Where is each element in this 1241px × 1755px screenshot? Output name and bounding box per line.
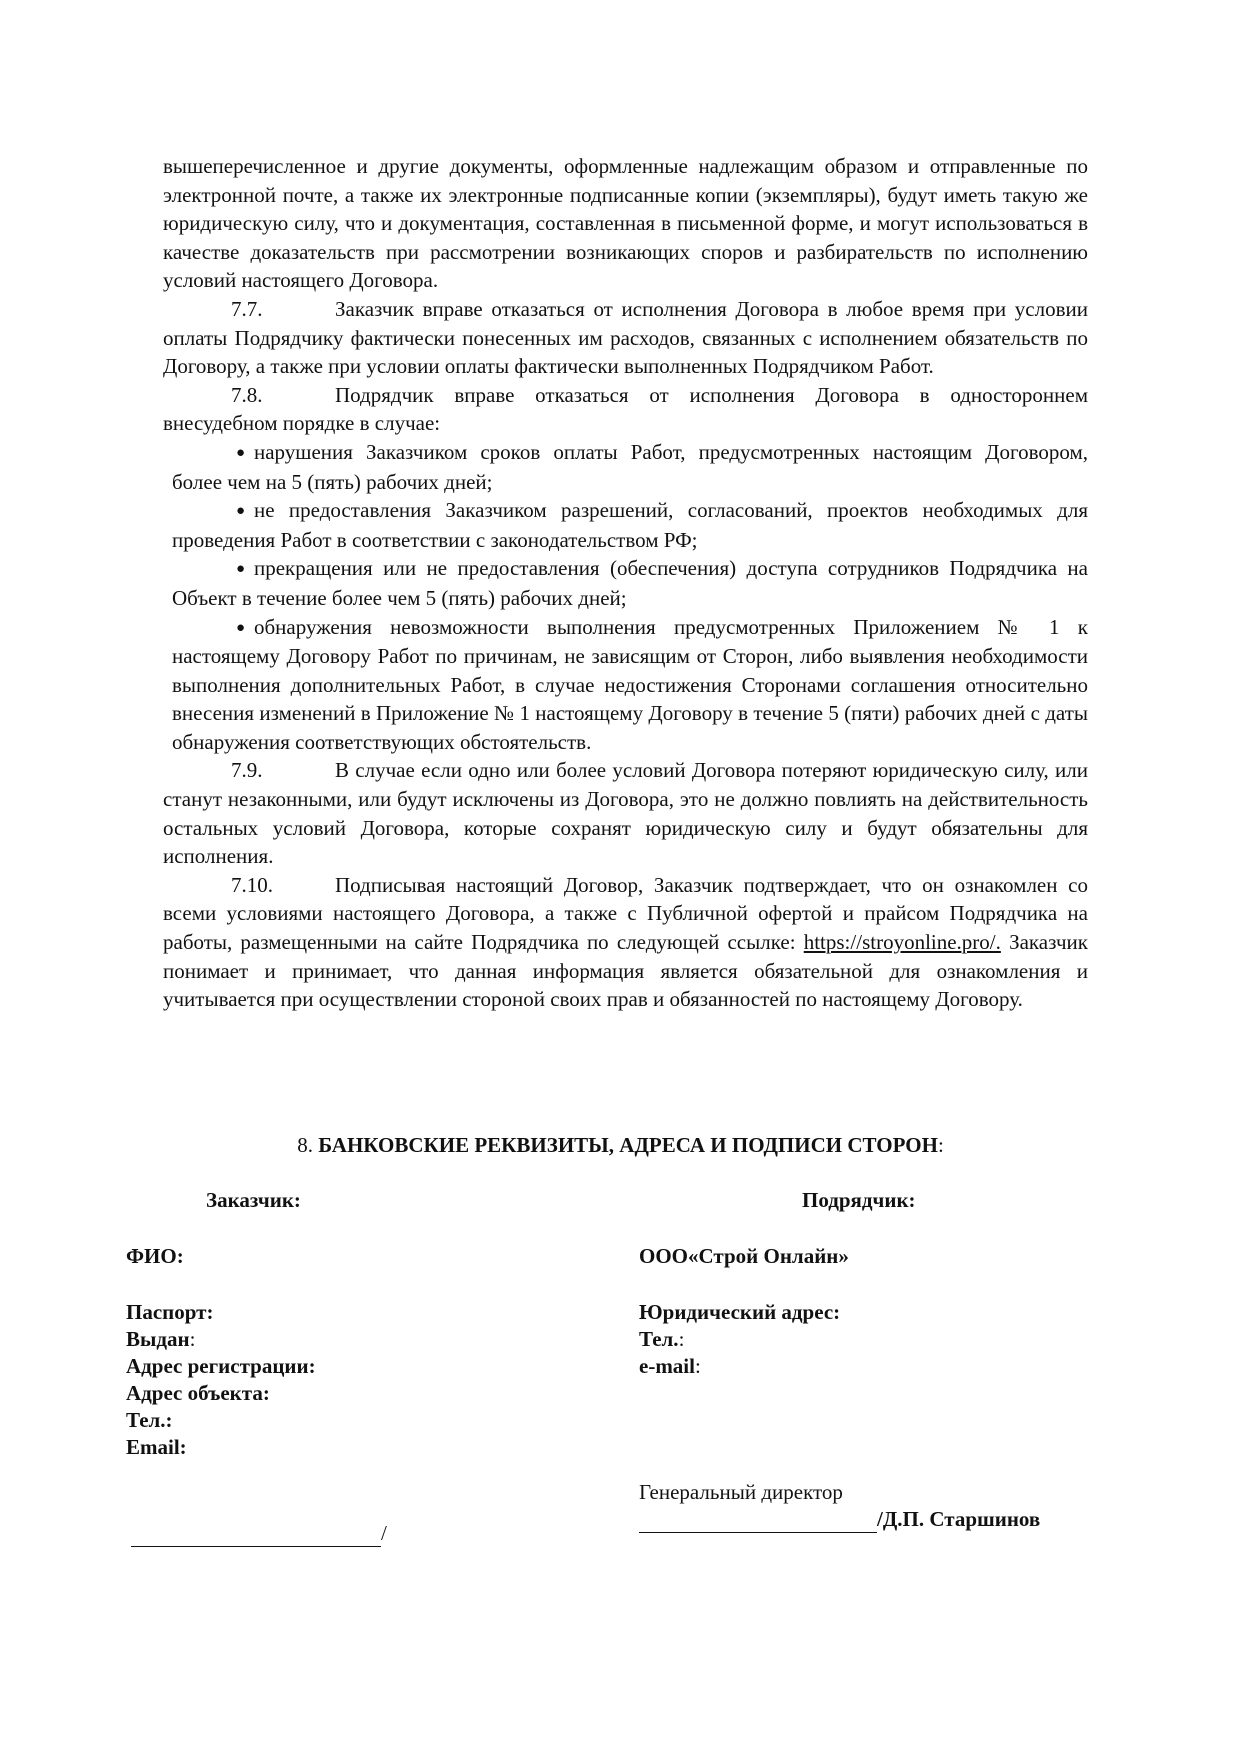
signature-underline xyxy=(131,1524,381,1547)
clause-7-10 xyxy=(163,871,1088,1014)
clause-7-7 xyxy=(163,295,1088,381)
contractor-heading: Подрядчик: xyxy=(802,1188,916,1212)
contractor-company-name: ООО«Строй Онлайн» xyxy=(639,1244,849,1268)
clause-number: 7.8. xyxy=(231,382,263,407)
website-link[interactable]: https://stroyonline.pro/. xyxy=(803,930,1001,955)
customer-fio-label: ФИО: xyxy=(126,1244,184,1268)
clause-text: В случае если одно или более условий Договора потеряют юридическую силу, или станут незаконными, или будут исключены из Договора, это не должно повлиять на действительность остальных условий Договора, которые сохранят юридическую силу и будут обязательны для исполнения. xyxy=(163,758,1088,869)
director-name: /Д.П. Старшинов xyxy=(877,1507,1041,1531)
bullet-icon: ● xyxy=(236,619,246,636)
customer-object-address-label: Адрес объекта: xyxy=(126,1381,270,1405)
customer-email-label: Email: xyxy=(126,1435,187,1459)
contract-body xyxy=(163,152,1088,1014)
bullet-icon: ● xyxy=(236,503,246,520)
clause-7-9 xyxy=(163,756,1088,870)
list-item: ● обнаружения невозможности выполнения предусмотренных Приложением № 1 к настоящему Договору Работ по причинам, не зависящим от Сторон, либо выявления необходимости выполнения дополнительных Работ, в случае недостижения Сторонами соглашения относительно внесения изменений в Приложение № 1 настоящему Договору в течение 5 (пяти) рабочих дней с даты обнаружения соответствующих обстоятельств. xyxy=(172,614,1088,754)
bullet-icon: ● xyxy=(236,561,246,578)
clause-number: 7.9. xyxy=(231,758,263,783)
clause-text: Заказчик вправе отказаться от исполнения Договора в любое время при условии оплаты Подрядчику фактически понесенных им расходов, связанных с исполнением обязательств по Договору, а также при условии оплаты фактически выполненных Подрядчиком Работ. xyxy=(163,296,1088,379)
customer-heading: Заказчик: xyxy=(206,1188,301,1212)
clause-text: Подписывая настоящий Договор, Заказчик подтверждает, что он ознакомлен со всеми условиями настоящего Договора, а также с Публичной офертой и прайсом Подрядчика на работы, размещенными на сайте Подрядчика по следующей ссылке: xyxy=(163,872,1088,955)
clause-number: 7.10. xyxy=(231,872,273,897)
customer-issued-label: Выдан: xyxy=(126,1327,196,1351)
customer-passport-label: Паспорт: xyxy=(126,1300,214,1324)
contractor-email-label: e-mail: xyxy=(639,1354,701,1378)
customer-reg-address-label: Адрес регистрации: xyxy=(126,1354,316,1378)
bullet-icon: ● xyxy=(236,444,246,461)
clause-text-continued: Заказчик понимает и принимает, что данная информация является обязательной для ознакомления и учитывается при осуществлении стороной своих прав и обязанностей по настоящему Договору. xyxy=(163,930,1088,1012)
clause-number: 7.7. xyxy=(231,296,263,321)
list-item: ● прекращения или не предоставления (обеспечения) доступа сотрудников Подрядчика на Объект в течение более чем 5 (пять) рабочих дней; xyxy=(172,556,1088,610)
customer-signature-line: / xyxy=(131,1519,387,1547)
customer-phone-label: Тел.: xyxy=(126,1408,173,1432)
contractor-signature-line xyxy=(639,1505,1040,1533)
section-8-title: БАНКОВСКИЕ РЕКВИЗИТЫ, АДРЕСА И ПОДПИСИ СТОРОН xyxy=(318,1133,938,1157)
clause-text: Подрядчик вправе отказаться от исполнения Договора в одностороннем внесудебном порядке в случае: xyxy=(163,382,1088,436)
list-item: ● нарушения Заказчиком сроков оплаты Работ, предусмотренных настоящим Договором, более чем на 5 (пять) рабочих дней; xyxy=(172,439,1088,494)
section-8-heading: 8. БАНКОВСКИЕ РЕКВИЗИТЫ, АДРЕСА И ПОДПИСИ СТОРОН: xyxy=(297,1133,944,1157)
contractor-legal-address-label: Юридический адрес: xyxy=(639,1300,841,1324)
paragraph-intro: вышеперечисленное и другие документы, оформленные надлежащим образом и отправленные по электронной почте, а также их электронные подписанные копии (экземпляры), будут иметь такую же юридическую силу, что и документация, составленная в письменной форме, и могут использоваться в качестве доказательств при рассмотрении возникающих споров и разбирательств по исполнению условий настоящего Договора. xyxy=(163,154,1088,293)
clause-7-8-list xyxy=(163,438,1088,757)
list-item: ● не предоставления Заказчиком разрешений, согласований, проектов необходимых для проведения Работ в соответствии с законодательством РФ; xyxy=(172,498,1088,552)
clause-7-8 xyxy=(163,381,1088,438)
signature-underline xyxy=(639,1510,877,1533)
contractor-director-title: Генеральный директор xyxy=(639,1480,843,1504)
contractor-phone-label: Тел.: xyxy=(639,1327,685,1351)
